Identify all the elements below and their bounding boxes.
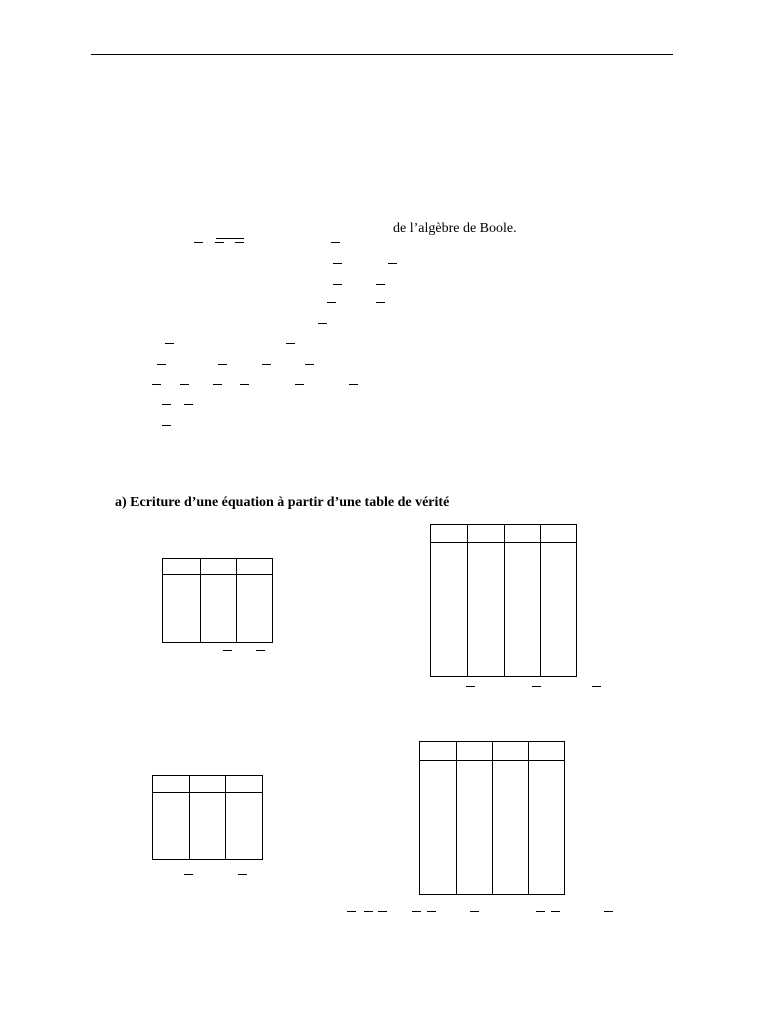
overline-mark bbox=[470, 911, 479, 912]
overline-mark bbox=[376, 302, 385, 303]
overline-mark bbox=[364, 911, 373, 912]
table-column-divider bbox=[492, 742, 493, 894]
overline-mark bbox=[532, 686, 541, 687]
overline-mark bbox=[162, 404, 171, 405]
overline-mark bbox=[427, 911, 436, 912]
table-column-divider bbox=[528, 742, 529, 894]
boole-line: de l’algèbre de Boole. bbox=[393, 221, 517, 236]
overline-mark bbox=[218, 364, 227, 365]
table-column-divider bbox=[504, 525, 505, 676]
overline-mark bbox=[162, 425, 171, 426]
table-header-row bbox=[153, 776, 262, 793]
overline-mark bbox=[194, 242, 203, 243]
table-column-divider bbox=[456, 742, 457, 894]
overline-mark bbox=[256, 650, 265, 651]
table-column-divider bbox=[540, 525, 541, 676]
overline-mark bbox=[349, 384, 358, 385]
section-a-title: a) Ecriture d’une équation à partir d’une table de vérité bbox=[115, 495, 450, 510]
overline-mark bbox=[213, 384, 222, 385]
overline-mark bbox=[165, 343, 174, 344]
overline-mark bbox=[466, 686, 475, 687]
overline-mark bbox=[604, 911, 613, 912]
overline-mark bbox=[536, 911, 545, 912]
overline-mark bbox=[295, 384, 304, 385]
overline-mark bbox=[152, 384, 161, 385]
overline-mark bbox=[216, 238, 244, 239]
overline-mark bbox=[327, 302, 336, 303]
overline-mark bbox=[551, 911, 560, 912]
table-column-divider bbox=[200, 559, 201, 642]
overline-mark bbox=[592, 686, 601, 687]
overline-mark bbox=[412, 911, 421, 912]
table-column-divider bbox=[467, 525, 468, 676]
overline-mark bbox=[331, 242, 340, 243]
overline-mark bbox=[262, 364, 271, 365]
table-column-divider bbox=[225, 776, 226, 859]
overline-mark bbox=[333, 263, 342, 264]
truth-table-1 bbox=[162, 558, 273, 643]
overline-mark bbox=[347, 911, 356, 912]
overline-mark bbox=[305, 364, 314, 365]
overline-mark bbox=[157, 364, 166, 365]
overline-mark bbox=[184, 404, 193, 405]
header-rule bbox=[91, 54, 673, 55]
overline-mark bbox=[378, 911, 387, 912]
overline-mark bbox=[215, 242, 224, 243]
overline-mark bbox=[388, 263, 397, 264]
table-header-row bbox=[163, 559, 272, 575]
overline-mark bbox=[333, 284, 342, 285]
overline-mark bbox=[286, 343, 295, 344]
truth-table-2 bbox=[430, 524, 577, 677]
truth-table-4 bbox=[419, 741, 565, 895]
overline-mark bbox=[240, 384, 249, 385]
overline-mark bbox=[223, 650, 232, 651]
overline-mark bbox=[184, 874, 193, 875]
overline-mark bbox=[238, 874, 247, 875]
overline-mark bbox=[180, 384, 189, 385]
overline-mark bbox=[235, 242, 244, 243]
table-column-divider bbox=[189, 776, 190, 859]
truth-table-3 bbox=[152, 775, 263, 860]
overline-mark bbox=[376, 284, 385, 285]
table-column-divider bbox=[236, 559, 237, 642]
overline-mark bbox=[318, 323, 327, 324]
